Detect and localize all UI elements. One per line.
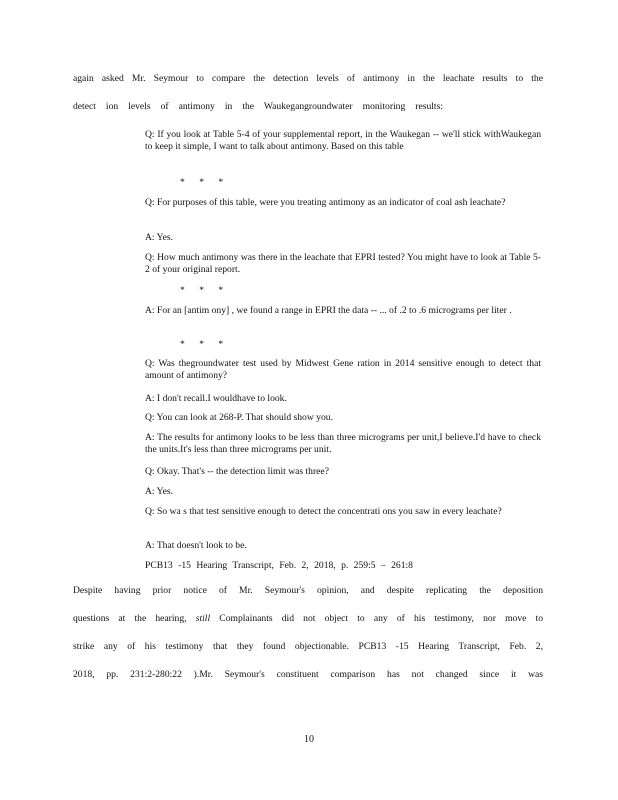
page-number: 10 [304,734,314,745]
closing-line-1: Despite having prior notice of Mr. Seymour's opinion, and despite replicating the deposition [73,585,543,596]
closing-line-2-pre: questions at the hearing, [73,613,187,624]
testimony-a3: A: I don't recall.I wouldhave to look. [145,393,287,404]
testimony-a5: A: Yes. [145,486,173,497]
closing-line-2 [73,613,543,625]
testimony-q5: Q: You can look at 268-P. That should show you. [145,412,333,423]
transcript-citation: PCB13 -15 Hearing Transcript, Feb. 2, 2018, p. 259:5 – 261:8 [145,560,413,571]
testimony-q4: Q: Was thegroundwater test used by Midwest Gene ration in 2014 sensitive enough to detect that amount of antimony? [145,358,541,381]
testimony-q2: Q: For purposes of this table, were you treating antimony as an indicator of coal ash leachate? [145,197,506,208]
testimony-a2: A: For an [antim ony] , we found a range in EPRI the data -- ... of .2 to .6 micrograms per liter . [145,305,512,316]
testimony-a1: A: Yes. [145,232,173,243]
intro-line-2: detect ion levels of antimony in the Waukegangroundwater monitoring results: [73,101,443,112]
testimony-q3: Q: How much antimony was there in the leachate that EPRI tested? You might have to look at Table 5-2 of your original report. [145,252,541,275]
closing-line-2-post: Complainants did not object to any of his testimony, nor move to [219,613,544,624]
intro-line-1: again asked Mr. Seymour to compare the detection levels of antimony in the leachate results to the [73,73,543,84]
testimony-q6: Q: Okay. That's -- the detection limit was three? [145,466,329,477]
testimony-a4: A: The results for antimony looks to be less than three micrograms per unit,I believe.I'd have to check the units.It's less than three micrograms per unit. [145,432,541,455]
testimony-q1: Q: If you look at Table 5-4 of your supplemental report, in the Waukegan -- we'll stick withWaukegan to keep it simple, I want to talk about antimony. Based on this table [145,129,541,152]
ellipsis-stars-1: * * * [180,177,230,188]
emphasis-still: still [195,613,211,624]
testimony-a6: A: That doesn't look to be. [145,540,247,551]
closing-line-4: 2018, pp. 231:2-280:22 ).Mr. Seymour's constituent comparison has not changed since it was [73,669,543,680]
ellipsis-stars-3: * * * [180,339,230,350]
ellipsis-stars-2: * * * [180,285,230,296]
testimony-q7: Q: So wa s that test sensitive enough to detect the concentrati ons you saw in every leachate? [145,506,502,517]
closing-line-3: strike any of his testimony that they found objectionable. PCB13 -15 Hearing Transcript, Feb. 2, [73,641,543,652]
